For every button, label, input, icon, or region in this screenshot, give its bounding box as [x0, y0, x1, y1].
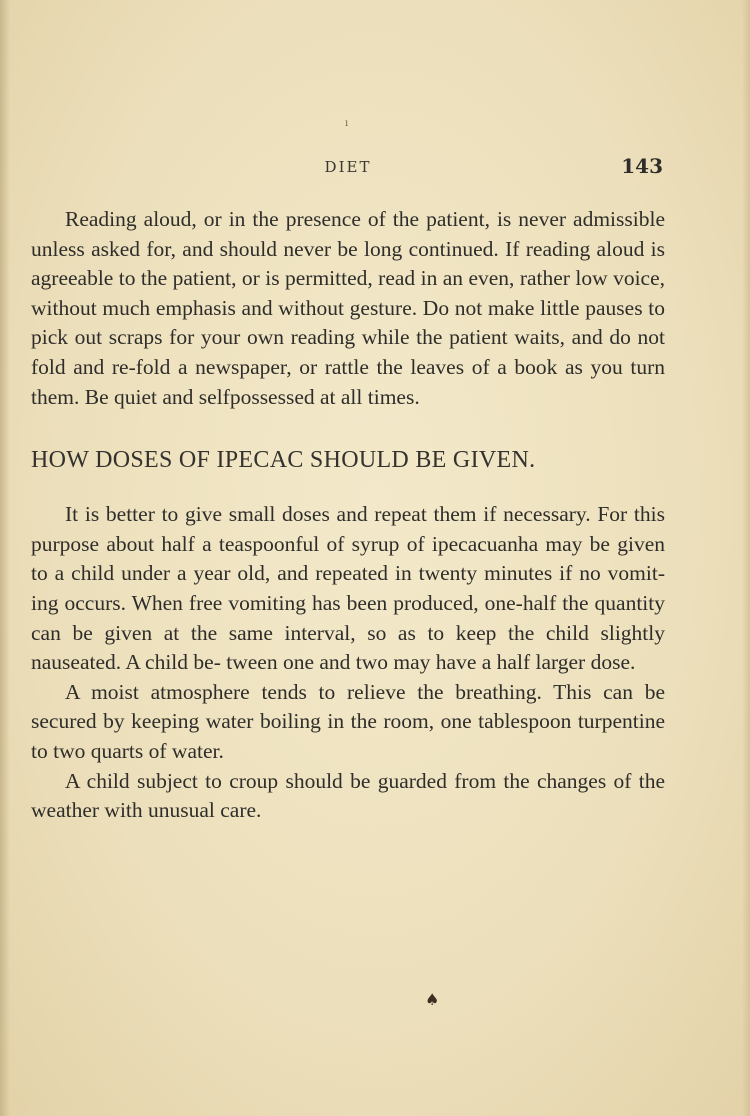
paper-speck-mark: ı: [345, 118, 349, 129]
page-number: 143: [621, 154, 663, 178]
page-right-edge-shadow: [742, 0, 750, 1116]
paragraph-ipecac-doses: It is better to give small doses and repeat them if necessary. For this purpose about half a teaspoonful of syrup of ipecacuanha may be given to a child under a year old, and repeated in twenty minutes if no vomit- ing occurs. When free vomiting has been produced, one-half the quantity can be given at the same interval, so as to keep the child slightly nauseated. A child be- tween one and two may have a half larger dose.: [31, 502, 665, 675]
page-left-edge-shadow: [0, 0, 10, 1116]
ink-blot-mark: ♠: [425, 990, 440, 1009]
paragraph-croup-care: A child subject to croup should be guarded from the changes of the weather with unusual care.: [31, 768, 665, 823]
section-heading: HOW DOSES OF IPECAC SHOULD BE GIVEN.: [31, 447, 536, 474]
paragraph-reading-aloud: Reading aloud, or in the presence of the patient, is never admissible unless asked for, and should never be long continued. If reading aloud is agreeable to the patient, or is permitted, read in an even, rather low voice, without much emphasis and without gesture. Do not make little pauses to pick out scraps for your own reading while the patient waits, and do not fold and re-fold a newspaper, or rattle the leaves of a book as you turn them. Be quiet and selfpossessed at all times.: [31, 207, 665, 409]
running-title: DIET: [324, 158, 372, 176]
paragraph-moist-atmosphere: A moist atmosphere tends to relieve the breathing. This can be secured by keeping water boiling in the room, one tablespoon turpentine to two quarts of water.: [31, 679, 665, 763]
book-page: [31, 150, 665, 826]
running-head: [31, 150, 665, 186]
